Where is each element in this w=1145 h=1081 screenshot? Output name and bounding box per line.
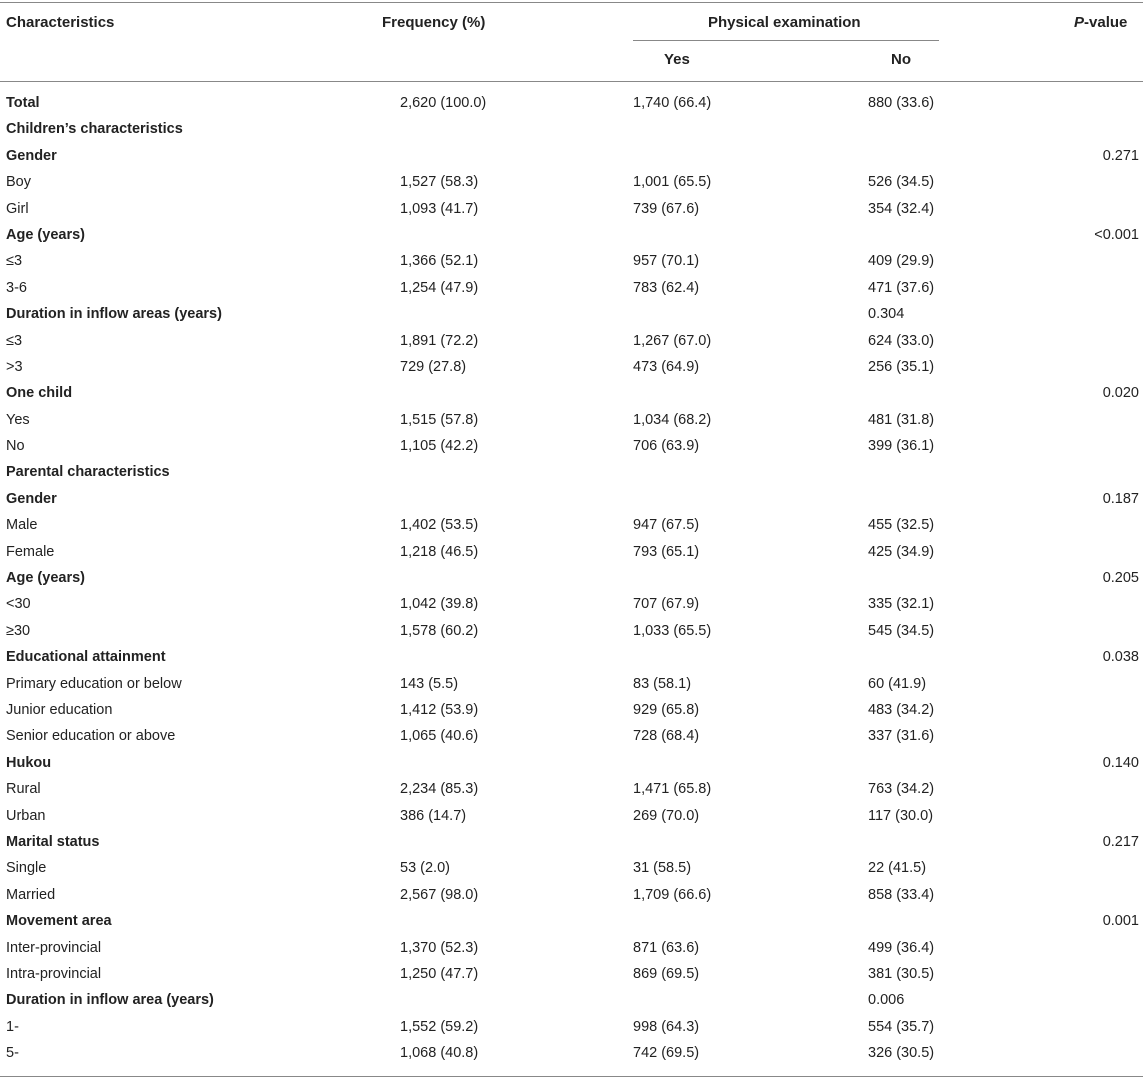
table-row: [0, 566, 1145, 592]
table-row: [0, 830, 1145, 856]
header-physical-examination: Physical examination: [708, 14, 861, 31]
row-label: Junior education: [6, 701, 113, 718]
cell-yes: 793 (65.1): [633, 543, 700, 560]
table-row: [0, 698, 1145, 724]
cell-yes: 1,034 (68.2): [633, 411, 712, 428]
table-row: [0, 460, 1145, 486]
cell-yes: 957 (70.1): [633, 253, 700, 270]
table-row: [0, 777, 1145, 803]
top-rule: [0, 2, 1143, 3]
row-label: Married: [6, 886, 56, 903]
table-row: [0, 645, 1145, 671]
cell-no: 326 (30.5): [868, 1045, 935, 1062]
row-label: Intra-provincial: [6, 965, 102, 982]
table-body: [0, 91, 1145, 1067]
cell-yes: 706 (63.9): [633, 438, 700, 455]
cell-frequency: 1,370 (52.3): [400, 939, 479, 956]
bottom-rule: [0, 1076, 1143, 1077]
header-yes: Yes: [664, 51, 690, 68]
table-row: [0, 856, 1145, 882]
row-label: Duration in inflow area (years): [6, 992, 214, 1009]
row-label: Single: [6, 860, 47, 877]
cell-yes: 1,740 (66.4): [633, 95, 712, 111]
row-label: 1-: [6, 1018, 19, 1035]
cell-frequency: 1,093 (41.7): [400, 200, 479, 217]
cell-no: 526 (34.5): [868, 174, 935, 191]
row-label: <30: [6, 596, 31, 613]
row-label: ≤3: [6, 253, 23, 270]
row-label: Educational attainment: [6, 649, 166, 666]
row-label: Hukou: [6, 754, 52, 771]
cell-no: 858 (33.4): [868, 886, 935, 903]
cell-no: 880 (33.6): [868, 95, 935, 111]
row-label: Senior education or above: [6, 728, 176, 745]
table-row: [0, 91, 1145, 117]
cell-yes: 473 (64.9): [633, 358, 700, 375]
cell-yes: 1,267 (67.0): [633, 332, 712, 349]
cell-yes: 869 (69.5): [633, 965, 700, 982]
cell-frequency: 1,366 (52.1): [400, 253, 479, 270]
cell-frequency: 53 (2.0): [400, 860, 450, 877]
row-label: Boy: [6, 174, 31, 191]
row-label: ≤3: [6, 332, 23, 349]
cell-frequency: 1,891 (72.2): [400, 332, 479, 349]
cell-frequency: 1,042 (39.8): [400, 596, 479, 613]
cell-yes: 1,033 (65.5): [633, 622, 712, 639]
cell-frequency: 1,218 (46.5): [400, 543, 479, 560]
row-label: Children’s characteristics: [6, 121, 183, 138]
cell-yes: 31 (58.5): [633, 860, 692, 877]
table-row: [0, 487, 1145, 513]
cell-no: 624 (33.0): [868, 332, 935, 349]
row-label: 5-: [6, 1045, 19, 1062]
cell-frequency: 1,068 (40.8): [400, 1045, 479, 1062]
cell-frequency: 1,250 (47.7): [400, 965, 479, 982]
cell-yes: 269 (70.0): [633, 807, 700, 824]
table-row: [0, 434, 1145, 460]
cell-p-value: 0.187: [1102, 490, 1139, 507]
cell-no: 22 (41.5): [868, 860, 927, 877]
table-row: [0, 197, 1145, 223]
table-row: [0, 1015, 1145, 1041]
cell-p-value: 0.271: [1102, 147, 1139, 164]
cell-p-value: <0.001: [1094, 226, 1139, 243]
cell-p-value: 0.020: [1102, 385, 1139, 402]
cell-no: 381 (30.5): [868, 965, 935, 982]
cell-yes: 1,471 (65.8): [633, 781, 712, 798]
table-row: [0, 144, 1145, 170]
cell-frequency: 1,515 (57.8): [400, 411, 479, 428]
row-label: Movement area: [6, 913, 112, 930]
row-label: Male: [6, 517, 38, 534]
row-label: Female: [6, 543, 55, 560]
table-row: [0, 302, 1145, 328]
cell-yes: 929 (65.8): [633, 701, 700, 718]
row-label: Gender: [6, 490, 57, 507]
row-label: Yes: [6, 411, 30, 428]
row-label: Rural: [6, 781, 41, 798]
cell-frequency: 1,105 (42.2): [400, 438, 479, 455]
cell-yes: 947 (67.5): [633, 517, 700, 534]
table-row: [0, 329, 1145, 355]
cell-no: 60 (41.9): [868, 675, 927, 692]
row-label: Gender: [6, 147, 57, 164]
row-label: No: [6, 438, 25, 455]
row-label: Total: [6, 95, 40, 111]
cell-frequency: 386 (14.7): [400, 807, 467, 824]
table-row: [0, 751, 1145, 777]
row-label: Urban: [6, 807, 46, 824]
table-row: [0, 276, 1145, 302]
cell-yes: 728 (68.4): [633, 728, 700, 745]
cell-no: 0.304: [868, 306, 905, 323]
row-label: Duration in inflow areas (years): [6, 306, 222, 323]
table-row: [0, 170, 1145, 196]
cell-frequency: 2,620 (100.0): [400, 95, 487, 111]
table-row: [0, 355, 1145, 381]
cell-no: 554 (35.7): [868, 1018, 935, 1035]
table-row: [0, 540, 1145, 566]
table-row: [0, 988, 1145, 1014]
table-row: [0, 513, 1145, 539]
header-characteristics: Characteristics: [6, 14, 115, 31]
table-row: [0, 223, 1145, 249]
table-row: [0, 883, 1145, 909]
row-label: ≥30: [6, 622, 31, 639]
cell-p-value: 0.217: [1102, 833, 1139, 850]
cell-yes: 871 (63.6): [633, 939, 700, 956]
cell-frequency: 1,527 (58.3): [400, 174, 479, 191]
header-p-rest: -value: [1084, 14, 1128, 31]
row-label: >3: [6, 358, 23, 375]
header-frequency: Frequency (%): [382, 14, 486, 31]
table-row: [0, 619, 1145, 645]
cell-no: 335 (32.1): [868, 596, 935, 613]
row-label: Age (years): [6, 226, 85, 243]
cell-yes: 707 (67.9): [633, 596, 700, 613]
table-row: [0, 909, 1145, 935]
row-label: 3-6: [6, 279, 27, 296]
table-row: [0, 408, 1145, 434]
cell-no: 256 (35.1): [868, 358, 935, 375]
row-label: Primary education or below: [6, 675, 182, 692]
table-row: [0, 117, 1145, 143]
cell-p-value: 0.001: [1102, 913, 1139, 930]
cell-frequency: 2,567 (98.0): [400, 886, 479, 903]
cell-yes: 1,709 (66.6): [633, 886, 712, 903]
cell-no: 337 (31.6): [868, 728, 935, 745]
table-row: [0, 249, 1145, 275]
header-rule: [0, 81, 1143, 82]
table-row: [0, 962, 1145, 988]
subheader-rule: [633, 40, 939, 41]
cell-yes: 998 (64.3): [633, 1018, 700, 1035]
cell-no: 545 (34.5): [868, 622, 935, 639]
cell-no: 455 (32.5): [868, 517, 935, 534]
cell-frequency: 1,254 (47.9): [400, 279, 479, 296]
cell-yes: 83 (58.1): [633, 675, 692, 692]
row-label: Inter-provincial: [6, 939, 102, 956]
cell-frequency: 143 (5.5): [400, 675, 459, 692]
cell-frequency: 1,402 (53.5): [400, 517, 479, 534]
cell-no: 763 (34.2): [868, 781, 935, 798]
cell-p-value: 0.038: [1102, 649, 1139, 666]
table-row: [0, 672, 1145, 698]
cell-no: 425 (34.9): [868, 543, 935, 560]
cell-frequency: 729 (27.8): [400, 358, 467, 375]
row-label: Parental characteristics: [6, 464, 170, 481]
cell-no: 483 (34.2): [868, 701, 935, 718]
header-no: No: [891, 51, 911, 68]
cell-p-value: 0.140: [1102, 754, 1139, 771]
table-row: [0, 936, 1145, 962]
header-p-italic: P: [1074, 14, 1085, 31]
cell-yes: 742 (69.5): [633, 1045, 700, 1062]
row-label: One child: [6, 385, 73, 402]
table-row: [0, 381, 1145, 407]
cell-no: 409 (29.9): [868, 253, 935, 270]
cell-frequency: 1,065 (40.6): [400, 728, 479, 745]
table-row: [0, 804, 1145, 830]
cell-yes: 739 (67.6): [633, 200, 700, 217]
cell-no: 471 (37.6): [868, 279, 935, 296]
cell-frequency: 2,234 (85.3): [400, 781, 479, 798]
row-label: Marital status: [6, 833, 100, 850]
cell-frequency: 1,552 (59.2): [400, 1018, 479, 1035]
header-p-value: [1074, 14, 1127, 31]
cell-no: 481 (31.8): [868, 411, 935, 428]
cell-yes: 783 (62.4): [633, 279, 700, 296]
cell-frequency: 1,412 (53.9): [400, 701, 479, 718]
cell-yes: 1,001 (65.5): [633, 174, 712, 191]
cell-no: 399 (36.1): [868, 438, 935, 455]
cell-no: 0.006: [868, 992, 905, 1009]
cell-p-value: 0.205: [1102, 570, 1139, 587]
cell-no: 354 (32.4): [868, 200, 935, 217]
table-row: [0, 592, 1145, 618]
cell-no: 117 (30.0): [868, 807, 934, 824]
row-label: Girl: [6, 200, 29, 217]
table-row: [0, 724, 1145, 750]
table-row: [0, 1041, 1145, 1067]
row-label: Age (years): [6, 570, 85, 587]
cell-no: 499 (36.4): [868, 939, 935, 956]
cell-frequency: 1,578 (60.2): [400, 622, 479, 639]
